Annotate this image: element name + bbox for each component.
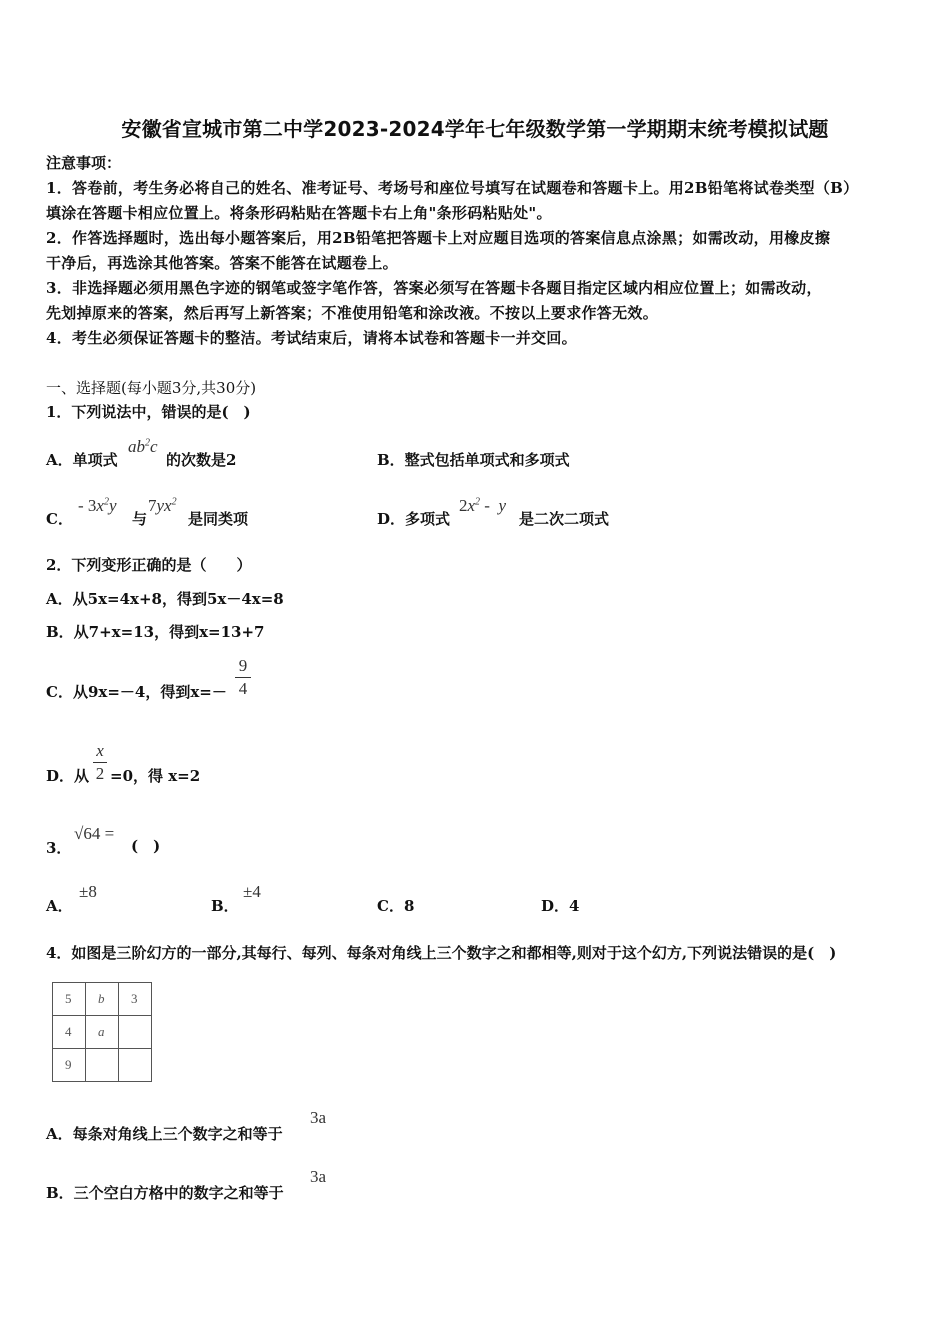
notice-line: 干净后，再选涂其他答案。答案不能答在试题卷上。 [46, 254, 398, 272]
grid-cell: 5 [53, 983, 86, 1016]
grid-cell: 3 [119, 983, 152, 1016]
grid-cell [119, 1049, 152, 1082]
magic-square-grid [52, 982, 152, 1082]
notice-line: 2．作答选择题时，选出每小题答案后，用2B铅笔把答题卡上对应题目选项的答案信息点涂黑；如需改动，用橡皮擦 [46, 229, 831, 247]
q4-b-math: 3a [310, 1167, 327, 1186]
notice-line: 3．非选择题必须用黑色字迹的钢笔或签字笔作答，答案必须写在答题卡各题目指定区域内相应位置上；如需改动， [46, 279, 822, 297]
q1-c-math1: - $3x^2y$ [78, 496, 117, 515]
q4-option-b: B．三个空白方格中的数字之和等于 [46, 1184, 284, 1202]
q2-d-denominator: 2 [95, 764, 105, 783]
q2-option-b: B．从7+x=13，得到x=13+7 [46, 623, 265, 641]
grid-cell: b [86, 983, 119, 1016]
q4-option-a: A．每条对角线上三个数字之和等于 [46, 1125, 283, 1143]
notice-heading: 注意事项： [46, 154, 122, 172]
q3-number: 3． [46, 839, 72, 857]
q2-stem: 2．下列变形正确的是（ ） [46, 556, 252, 574]
q2-d-numerator: x [96, 741, 104, 760]
q2-option-a: A．从5x=4x+8，得到5x－4x=8 [46, 590, 284, 608]
q3-option-c: C．8 [377, 897, 415, 915]
q2-c-denominator: 4 [238, 679, 248, 698]
q1-d-prefix: D．多项式 [377, 510, 451, 528]
q1-d-math: $2x^2$ - y [459, 496, 507, 515]
q3-expression: √64 = [74, 824, 115, 843]
q2-option-c: C．从9x=－4，得到x=－ [46, 683, 227, 701]
q1-option-a [46, 449, 118, 470]
q1-a-prefix: A．单项式 [46, 451, 118, 469]
q1-stem: 1．下列说法中，错误的是( ) [46, 403, 251, 421]
q1-a-math: $ab^2c$ [128, 437, 158, 456]
q2-d-fraction [93, 741, 107, 784]
q4-stem: 4．如图是三阶幻方的一部分,其每行、每列、每条对角线上三个数字之和都相等,则对于这个幻方,下列说法错误的是( ) [46, 944, 837, 962]
q1-c-math2: $7yx^2$ [148, 496, 177, 515]
grid-cell: a [86, 1016, 119, 1049]
q2-c-numerator: 9 [238, 656, 248, 675]
q1-c-mid: 与 [132, 510, 148, 528]
q1-option-b: B．整式包括单项式和多项式 [377, 451, 570, 469]
notice-line: 1．答卷前，考生务必将自己的姓名、准考证号、考场号和座位号填写在试题卷和答题卡上。用2B铅笔将试卷类型（B） [46, 179, 859, 197]
q2-d-suffix: =0，得 x=2 [110, 767, 201, 785]
q1-d-suffix: 是二次二项式 [519, 510, 610, 528]
section-heading: 一、选择题(每小题3分,共30分) [46, 379, 257, 397]
q1-c-prefix: C． [46, 510, 73, 528]
q3-option-d: D．4 [541, 897, 580, 915]
notice-line: 4．考生必须保证答题卡的整洁。考试结束后，请将本试卷和答题卡一并交回。 [46, 329, 577, 347]
q3-a-label: A． [46, 897, 73, 915]
page-title: 安徽省宣城市第二中学2023-2024学年七年级数学第一学期期末统考模拟试题 [121, 117, 829, 141]
grid-cell [119, 1016, 152, 1049]
q4-a-math: 3a [310, 1108, 327, 1127]
notice-line: 填涂在答题卡相应位置上。将条形码粘贴在答题卡右上角"条形码粘贴处"。 [46, 204, 552, 222]
notice-line: 先划掉原来的答案，然后再写上新答案；不准使用铅笔和涂改液。不按以上要求作答无效。 [46, 304, 659, 322]
q3-a-value: ±8 [79, 882, 97, 901]
q3-paren: ( ) [131, 837, 161, 855]
q1-c-suffix: 是同类项 [188, 510, 249, 528]
grid-cell: 4 [53, 1016, 86, 1049]
grid-cell [86, 1049, 119, 1082]
q3-b-value: ±4 [243, 882, 261, 901]
q1-a-suffix: 的次数是2 [166, 451, 237, 469]
q2-d-prefix: D．从 [46, 767, 90, 785]
grid-cell: 9 [53, 1049, 86, 1082]
q3-b-label: B． [211, 897, 239, 915]
q2-c-fraction [235, 656, 251, 699]
